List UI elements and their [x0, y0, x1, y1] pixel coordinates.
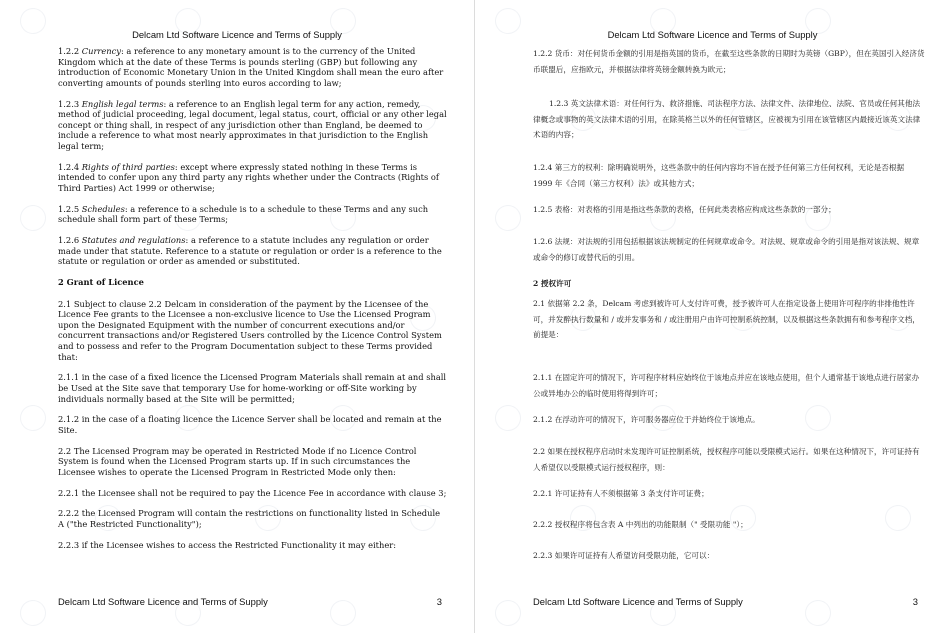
- clause-2-2: 2.2 The Licensed Program may be operated in Restricted Mode if no Licence Control System is found when the Licensed Program starts up. If in such circumstances the Licensee wishes to operate the Licensed Program in Restricted Mode only then:: [58, 445, 417, 477]
- clause-2-1-cn: 2.1 依据第 2.2 条，Delcam 考虑到被许可人支付许可费，授予被许可人在指定设备上使用许可程序的非排他性许可，并发醉执行数量和 / 或并发事务和 / 或注册用户由许可控制系统控制，以及根据这些条款拥有和参考程序文档，前提是：: [533, 299, 920, 340]
- clause-1-2-3: [58, 99, 448, 152]
- clause-1-2-2-cn: 1.2.2 货币：对任何货币金额的引用是指英国的货币，在截至这些条款的日期时为英镑（GBP），但在英国引入经济货币联盟后，应指欧元，并根据法律将英镑金额转换为欧元；: [533, 49, 925, 74]
- clause-1-2-5: [58, 204, 448, 225]
- clause-text: : a reference to an English legal term for any action, remedy, method of judicial proceeding, legal document, legal status, court, official or any other legal concept or thing shall, in respect of any jurisdiction other than England, be deemed to include a reference to what most nearly approximates in that jurisdiction to the English legal term;: [58, 98, 447, 151]
- english-content: [58, 46, 448, 561]
- clause-text: : a reference to a statute includes any regulation or order made under that statute. Reference to a statute or regulation or order is a reference to the statute or regulation or order as amended or substituted.: [58, 235, 442, 267]
- clause-term: Rights of third parties: [81, 161, 175, 172]
- clause-2-1-2-cn: 2.1.2 在浮动许可的情况下，许可服务器应位于并始终位于该地点。: [533, 415, 760, 424]
- clause-2-2-2: 2.2.2 the Licensed Program will contain the restrictions on functionality listed in Schedule A ("the Restricted Functionality");: [58, 508, 441, 530]
- chinese-page: [475, 0, 950, 633]
- clause-1-2-4-cn: 1.2.4 第三方的权利：除明确说明外，这些条款中的任何内容均不旨在授予任何第三方任何权利，无论是否根据 1999 年《合同（第三方权利）法》或其他方式；: [533, 163, 905, 188]
- clause-2-1-1-cn: 2.1.1 在固定许可的情况下，许可程序材料应始终位于该地点并应在该地点使用，但个人通常基于该地点进行居家办公或异地办公的临时使用将得到许可；: [533, 373, 920, 398]
- clause-2-1: 2.1 Subject to clause 2.2 Delcam in consideration of the payment by the Licensee of the Licence Fee grants to the Licensee a non-exclusive licence to Use the Licensed Program upon the Designated Equipment with the number of concurrent executions and/or concurrent transactions and/or Registered Users controlled by the Licence Control System and to possess and refer to the Program Documentation subject to these Terms provided that:: [58, 298, 442, 362]
- clause-2-2-1: 2.2.1 the Licensee shall not be required to pay the Licence Fee in accordance with clause 3;: [58, 487, 447, 498]
- clause-2-2-3: 2.2.3 if the Licensee wishes to access the Restricted Functionality it may either:: [58, 539, 396, 550]
- clause-2-1-2: 2.1.2 in the case of a floating licence the Licence Server shall be located and remain at the Site.: [58, 414, 442, 435]
- clause-number: 1.2.2: [58, 46, 80, 56]
- clause-1-2-6: [58, 235, 448, 267]
- clause-term: Currency: [81, 46, 121, 56]
- clause-2-2-cn: 2.2 如果在授权程序启动时未发现许可证控制系统，授权程序可能以受限模式运行。如果在这种情况下，许可证持有人希望仅以受限模式运行授权程序，则：: [533, 447, 920, 472]
- clause-number: 1.2.5: [58, 203, 80, 214]
- clause-2-2-1-cn: 2.2.1 许可证持有人不须根据第 3 条支付许可证费；: [533, 489, 709, 498]
- clause-1-2-3-cn: 1.2.3 英文法律术语：对任何行为、救济措施、司法程序方法、法律文件、法律地位、法院、官员或任何其他法律概念或事物的英文法律术语的引用，在除英格兰以外的任何管辖区，应被视为引用在该管辖区内最接近该英文法律术语的内容；: [533, 99, 921, 140]
- clause-term: English legal terms: [81, 98, 164, 109]
- clause-1-2-4: [58, 162, 448, 194]
- clause-number: 1.2.4: [58, 161, 80, 172]
- section-heading: 2 Grant of Licence: [58, 277, 144, 288]
- page-number: 3: [436, 596, 442, 607]
- page-header: Delcam Ltd Software Licence and Terms of Supply: [607, 29, 818, 40]
- clause-text: : except where expressly stated nothing in these Terms is intended to confer upon any third party any rights whether under the Contracts (Rights of Third Parties) Act 1999 or otherwise;: [58, 161, 439, 193]
- section-heading-cn: 2 授权许可: [533, 279, 572, 288]
- clause-1-2-6-cn: 1.2.6 法规：对法规的引用包括根据该法规制定的任何规章或命令。对法规、规章或命令的引用是指对该法规、规章或命令的修订或替代后的引用。: [533, 237, 920, 262]
- page-footer: [58, 596, 442, 607]
- clause-1-2-5-cn: 1.2.5 表格：对表格的引用是指这些条款的表格，任何此类表格应构成这些条款的一部分；: [533, 205, 836, 214]
- page-footer: [533, 596, 918, 607]
- clause-2-1-1: 2.1.1 in the case of a fixed licence the Licensed Program Materials shall remain at and shall be Used at the Site save that temporary Use for home-working or off-Site working by individuals normally based at the Site will be permitted;: [58, 372, 447, 404]
- page-number: 3: [912, 596, 918, 607]
- clause-1-2-2: [58, 46, 448, 88]
- clause-2-2-2-cn: 2.2.2 授权程序将包含表 A 中列出的功能限制（" 受限功能 "）；: [533, 520, 748, 529]
- clause-number: 1.2.6: [58, 235, 80, 246]
- clause-text: : a reference to any monetary amount is to the currency of the United Kingdom which at the date of these Terms is pounds sterling (GBP) but following any introduction of Economic Monetary Union in the United Kingdom shall mean the euro after converting amounts of pounds sterling into euros according to law;: [58, 46, 444, 88]
- clause-text: : a reference to a schedule is to a schedule to these Terms and any such schedule shall form part of these Terms;: [58, 203, 429, 225]
- clause-term: Statutes and regulations: [81, 235, 186, 246]
- footer-title: Delcam Ltd Software Licence and Terms of Supply: [58, 596, 268, 607]
- clause-number: 1.2.3: [58, 98, 80, 109]
- footer-title: Delcam Ltd Software Licence and Terms of Supply: [533, 596, 743, 607]
- page-header: Delcam Ltd Software Licence and Terms of Supply: [132, 29, 342, 40]
- clause-term: Schedules: [81, 203, 125, 214]
- clause-2-2-3-cn: 2.2.3 如果许可证持有人希望访问受限功能，它可以：: [533, 551, 715, 560]
